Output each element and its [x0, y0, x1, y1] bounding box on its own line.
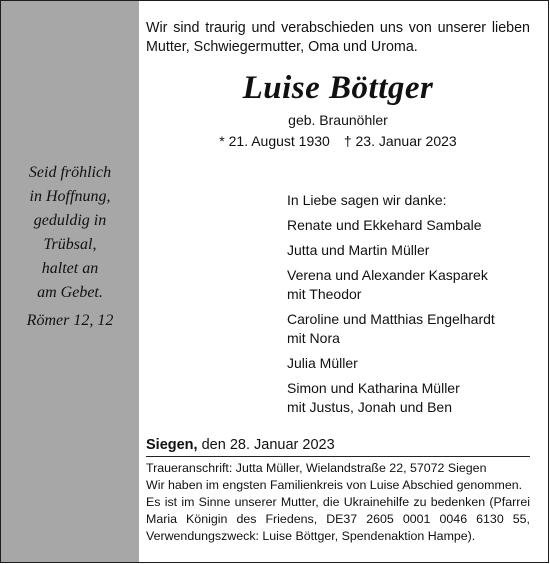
list-item: [287, 216, 527, 235]
family-note: Wir haben im engsten Familienkreis von Luise Abschied genommen.: [146, 478, 523, 492]
motto-quote: [1, 161, 139, 305]
footer-notes: [146, 460, 530, 545]
intro-text: Wir sind traurig und verabschieden uns von unserer lieben Mutter, Schwiegermutter, Oma und Uroma.: [146, 20, 530, 55]
thanks-list: [287, 191, 527, 423]
mourning-address: Traueranschrift: Jutta Müller, Wielandstraße 22, 57072 Siegen: [146, 461, 487, 475]
mourner-name: Simon und Katharina Müller: [287, 380, 460, 396]
thanks-heading: In Liebe sagen wir danke:: [287, 192, 447, 208]
mourner-name: Julia Müller: [287, 355, 358, 371]
main-content: [146, 0, 530, 562]
date: den 28. Januar 2023: [197, 437, 335, 453]
motto-line: haltet an: [41, 260, 99, 277]
sidebar: [1, 1, 139, 562]
mourner-children: mit Justus, Jonah und Ben: [287, 399, 452, 415]
mourner-name: Verena und Alexander Kasparek: [287, 267, 488, 283]
death-date: † 23. Januar 2023: [343, 133, 457, 149]
divider: [146, 456, 530, 457]
born-name: geb. Braunöhler: [288, 112, 388, 128]
list-item: [287, 266, 527, 304]
motto-line: in Hoffnung,: [29, 188, 111, 205]
motto-line: geduldig in: [33, 212, 107, 229]
mourner-name: Jutta und Martin Müller: [287, 242, 430, 258]
list-item: [287, 354, 527, 373]
deceased-name: Luise Böttger: [242, 70, 434, 106]
place: Siegen,: [146, 437, 198, 453]
donation-note: Es ist im Sinne unserer Mutter, die Ukrainehilfe zu bedenken (Pfarrei Maria Königin des Friedens, DE37 2605 0001 0046 6130 55, Verwendungszweck: Luise Böttger, Spendenaktion Hampe).: [146, 495, 530, 543]
bible-verse: Römer 12, 12: [26, 312, 114, 329]
list-item: [287, 241, 527, 260]
mourner-children: mit Theodor: [287, 286, 362, 302]
list-item: [287, 379, 527, 417]
mourner-children: mit Nora: [287, 330, 340, 346]
birth-date: * 21. August 1930: [219, 133, 330, 149]
life-dates: [146, 133, 530, 149]
mourner-name: Caroline und Matthias Engelhardt: [287, 311, 495, 327]
place-date: [146, 437, 335, 453]
motto-line: am Gebet.: [37, 284, 103, 301]
list-item: [287, 310, 527, 348]
mourner-name: Renate und Ekkehard Sambale: [287, 217, 482, 233]
motto-line: Trübsal,: [43, 236, 97, 253]
motto-line: Seid fröhlich: [28, 164, 112, 181]
